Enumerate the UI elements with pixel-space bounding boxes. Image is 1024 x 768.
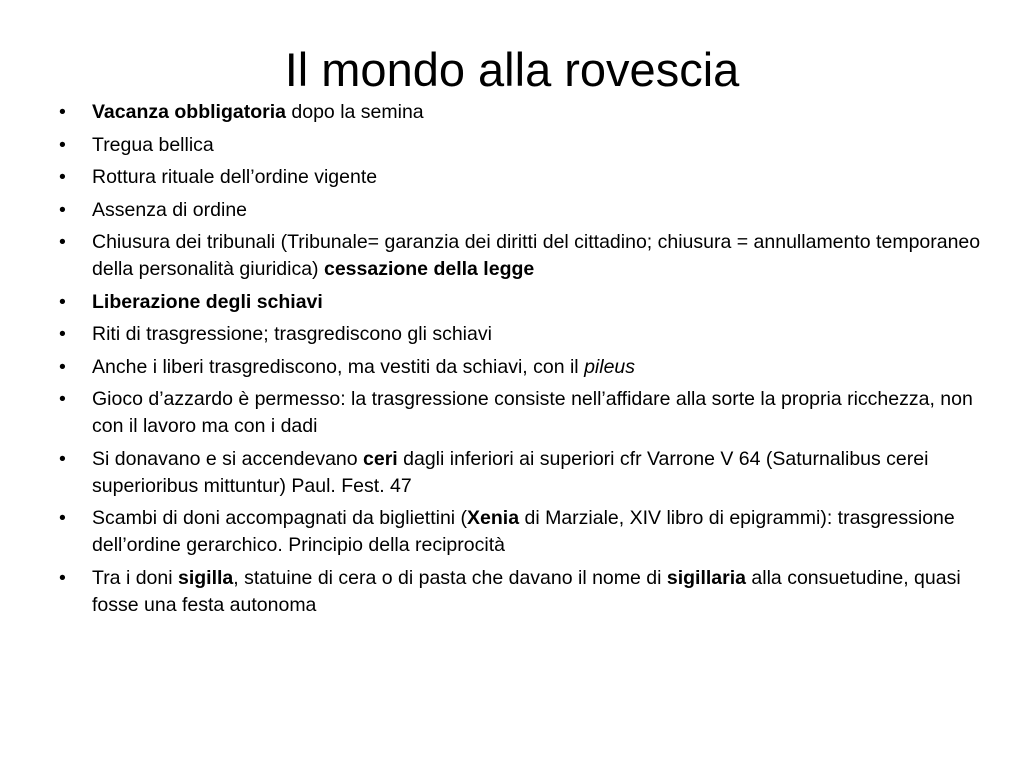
text-run: di Marziale, XIV libro di epigrammi): trasgressione dell’ordine gerarchico. Principio della reciprocità [92,507,955,556]
bullet-text [92,166,377,188]
bullet-text [92,448,928,497]
text-run: Tregua bellica [92,133,214,156]
bullet-icon: • [59,166,66,188]
text-run: Gioco d’azzardo è permesso: la trasgressione consiste nell’affidare alla sorte la propria ricchezza, non con il lavoro ma con i dadi [92,388,973,437]
bullet-item [55,386,990,440]
bullet-text [92,567,961,616]
text-run: dagli inferiori ai superiori cfr Varrone V 64 (Saturnalibus cerei superioribus mittuntur) Paul. Fest. 47 [92,447,929,497]
bullet-icon: • [59,447,66,470]
italic-run: pileus [584,355,636,378]
bullet-icon: • [59,323,66,345]
bullet-text [92,134,214,156]
bullet-icon: • [59,290,66,313]
bullet-item [55,321,990,348]
bullet-icon: • [59,566,66,589]
bold-run: Vacanza obbligatoria [92,101,286,123]
bullet-item [55,229,990,283]
bullet-item [55,505,990,559]
bullet-text [92,199,247,221]
text-run: , statuine di cera o di pasta che davano il nome di [233,566,667,589]
bullet-icon: • [59,133,66,156]
text-run: Chiusura dei tribunali (Tribunale= garanzia dei diritti del cittadino; chiusura = annullamento temporaneo della personalità giuridica) [92,231,981,280]
bullet-text [92,507,955,556]
bullet-item [55,289,990,316]
text-run: Si donavano e si accendevano [92,447,364,470]
bullet-item [55,446,990,500]
bullet-list [55,99,990,624]
bullet-icon: • [59,101,66,123]
bullet-icon: • [59,198,66,221]
text-run: dopo la semina [285,101,424,123]
text-run: Assenza di ordine [92,198,248,221]
bold-run: cessazione della legge [323,258,535,280]
bold-run: Liberazione degli schiavi [92,290,323,313]
text-run: alla consuetudine, quasi fosse una festa autonoma [92,566,961,616]
bold-run: sigilla [177,566,234,589]
bold-run: ceri [363,447,398,470]
text-run: Scambi di doni accompagnati da bigliettini ( [92,507,468,529]
bullet-text [92,356,635,378]
slide-title: Il mondo alla rovescia [284,43,740,96]
bullet-item [55,354,990,381]
bullet-icon: • [59,507,66,529]
bullet-item [55,132,990,159]
bullet-item [55,164,990,191]
text-run: Tra i doni [92,566,178,589]
text-run: Riti di trasgressione; trasgrediscono gli schiavi [92,323,492,345]
bullet-text [92,231,980,280]
text-run: Rottura rituale dell’ordine vigente [92,166,378,188]
bold-run: sigillaria [666,566,746,589]
bullet-item [55,99,990,126]
bullet-text [92,388,973,437]
bullet-text [92,291,323,313]
bullet-icon: • [59,388,66,410]
text-run: Anche i liberi trasgrediscono, ma vestiti da schiavi, con il [92,355,585,378]
bullet-item [55,197,990,224]
bold-run: Xenia [467,507,520,529]
bullet-text [92,323,492,345]
bullet-item [55,565,990,619]
bullet-text [92,101,424,123]
bullet-icon: • [59,231,66,253]
bullet-icon: • [59,355,66,378]
